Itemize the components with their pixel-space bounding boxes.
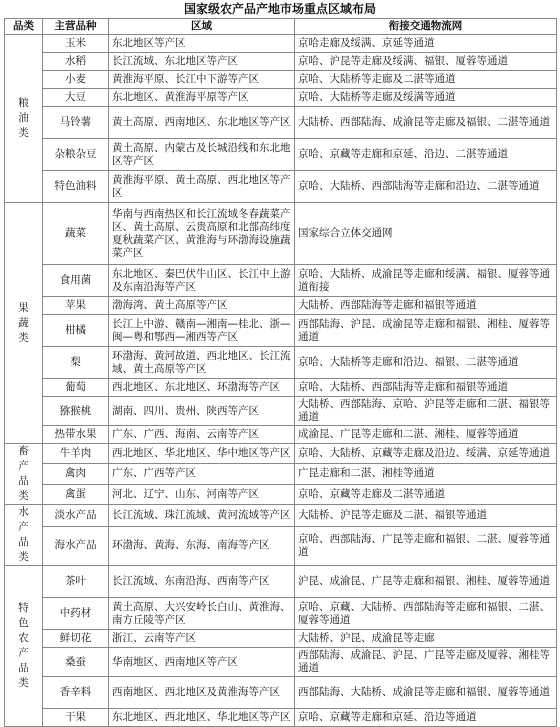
variety-cell: 鲜切花 — [43, 630, 109, 648]
region-cell: 长江上中游、赣南—湘南—桂北、浙—闽—粤和鄂西—湘西等产区 — [109, 315, 295, 347]
table-row — [5, 139, 557, 171]
network-cell: 京哈、京藏等走廊和京延、沿边、二湛等通道 — [295, 139, 557, 171]
variety-cell: 特色油料 — [43, 171, 109, 203]
network-cell: 大陆桥、西部陆海、成渝昆等走廊及福银、二湛等通道 — [295, 107, 557, 139]
region-cell: 湖南、四川、贵州、陕西等产区 — [109, 397, 295, 426]
network-cell: 京哈、京藏等走廊和京延、沿边等通道 — [295, 709, 557, 727]
variety-cell: 食用菌 — [43, 265, 109, 297]
table-row — [5, 444, 557, 464]
table-row — [5, 648, 557, 677]
region-cell: 华南与西南热区和长江流域冬春蔬菜产区、黄土高原、云贵高原和北部高纬度夏秋蔬菜产区、黄淮海与环渤海设施蔬菜产区 — [109, 203, 295, 265]
variety-cell: 中药材 — [43, 598, 109, 630]
region-cell: 黄淮海平原、黄土高原、西北地区等产区 — [109, 171, 295, 203]
table-row — [5, 630, 557, 648]
category-cell — [5, 35, 43, 203]
network-cell: 成渝昆、广昆等走廊和二湛、湘桂、厦蓉等通道 — [295, 426, 557, 444]
table-row — [5, 107, 557, 139]
network-cell: 京哈、大陆桥、西部陆海等走廊和福银等通道 — [295, 379, 557, 397]
network-cell: 沪昆、成渝昆、广昆等走廊和福银、湘桂、厦蓉等通道 — [295, 566, 557, 598]
variety-cell: 马铃薯 — [43, 107, 109, 139]
table-row — [5, 397, 557, 426]
region-cell: 西北地区、东北地区、环渤海等产区 — [109, 379, 295, 397]
variety-cell: 蔬菜 — [43, 203, 109, 265]
network-cell: 京哈、大陆桥、西部陆海等走廊和沿边、二湛等通道 — [295, 171, 557, 203]
region-cell: 河北、辽宁、山东、河南等产区 — [109, 484, 295, 504]
header-category: 品类 — [5, 19, 43, 35]
variety-cell: 海水产品 — [43, 526, 109, 565]
table-row — [5, 347, 557, 379]
variety-cell: 梨 — [43, 347, 109, 379]
network-cell: 大陆桥、沪昆等走廊及二湛、福银等通道 — [295, 505, 557, 527]
header-region: 区域 — [109, 19, 295, 35]
table-row — [5, 297, 557, 315]
variety-cell: 杂粮杂豆 — [43, 139, 109, 171]
region-cell: 东北地区、西北地区、华北地区等产区 — [109, 709, 295, 727]
table-row — [5, 265, 557, 297]
category-cell — [5, 203, 43, 444]
variety-cell: 葡萄 — [43, 379, 109, 397]
region-cell: 黄土高原、内蒙古及长城沿线和东北地区等产区 — [109, 139, 295, 171]
table-row — [5, 89, 557, 107]
region-cell: 西南地区、西北地区及黄淮海等产区 — [109, 677, 295, 709]
region-cell: 浙江、云南等产区 — [109, 630, 295, 648]
category-label: 果蔬类 — [18, 301, 29, 344]
variety-cell: 苹果 — [43, 297, 109, 315]
variety-cell: 干果 — [43, 709, 109, 727]
region-cell: 广东、广西、海南、云南等产区 — [109, 426, 295, 444]
variety-cell: 牛羊肉 — [43, 444, 109, 464]
category-cell — [5, 505, 43, 566]
variety-cell: 茶叶 — [43, 566, 109, 598]
network-cell: 京哈、大陆桥、京藏等走廊及沿边、绥满、京延等通道 — [295, 444, 557, 464]
table-row — [5, 566, 557, 598]
table-row — [5, 526, 557, 565]
network-cell: 京哈、京藏等走廊及二湛等通道 — [295, 484, 557, 504]
region-cell: 东北地区等产区 — [109, 35, 295, 53]
table-row — [5, 171, 557, 203]
table-row — [5, 598, 557, 630]
category-cell — [5, 444, 43, 505]
network-cell: 国家综合立体交通网 — [295, 203, 557, 265]
header-row — [5, 19, 557, 35]
table-row — [5, 203, 557, 265]
variety-cell: 禽肉 — [43, 464, 109, 484]
network-cell: 京哈、沪昆等走廊及绥满、福银、厦蓉等通道 — [295, 53, 557, 71]
network-cell: 大陆桥、沪昆、成渝昆等走廊 — [295, 630, 557, 648]
table-row — [5, 35, 557, 53]
table-row — [5, 315, 557, 347]
table-row — [5, 426, 557, 444]
variety-cell: 柑橘 — [43, 315, 109, 347]
network-cell: 京哈、京藏、大陆桥、西部陆海等走廊和福银、二湛、厦蓉等通道 — [295, 598, 557, 630]
network-cell: 京哈、大陆桥等走廊及绥满等通道 — [295, 89, 557, 107]
table-row — [5, 484, 557, 504]
region-cell: 渤海湾、黄土高原等产区 — [109, 297, 295, 315]
network-cell: 西部陆海、沪昆、成渝昆等走廊和福银、湘桂、厦蓉等通道 — [295, 315, 557, 347]
network-cell: 大陆桥、西部陆海等走廊和福银等通道 — [295, 297, 557, 315]
category-label: 特色农产品类 — [18, 602, 29, 689]
region-cell: 环渤海、黄河故道、西北地区、长江流域、黄土高原等产区 — [109, 347, 295, 379]
table-row — [5, 505, 557, 527]
page-title: 国家级农产品产地市场重点区域布局 — [183, 2, 376, 16]
header-variety: 主营品种 — [43, 19, 109, 35]
region-cell: 黄淮海平原、长江中下游等产区 — [109, 71, 295, 89]
table-body — [5, 35, 557, 727]
region-cell: 长江流域、珠江流域、黄河流域等产区 — [109, 505, 295, 527]
table-row — [5, 709, 557, 727]
variety-cell: 淡水产品 — [43, 505, 109, 527]
table-row — [5, 379, 557, 397]
region-cell: 环渤海、黄海、东海、南海等产区 — [109, 526, 295, 565]
network-cell: 大陆桥、西部陆海、京哈、沪昆等走廊和二湛、福银等通道 — [295, 397, 557, 426]
network-cell: 京哈走廊及绥满、京延等通道 — [295, 35, 557, 53]
table-row — [5, 53, 557, 71]
region-cell: 东北地区、黄淮海平原等产区 — [109, 89, 295, 107]
variety-cell: 水稻 — [43, 53, 109, 71]
region-cell: 长江流域、东南沿海、西南等产区 — [109, 566, 295, 598]
variety-cell: 玉米 — [43, 35, 109, 53]
network-cell: 京哈、西部陆海、广昆等走廊和福银、二湛、厦蓉等通道 — [295, 526, 557, 565]
region-cell: 黄土高原、大兴安岭长白山、黄淮海、南方丘陵等产区 — [109, 598, 295, 630]
region-cell: 东北地区、秦巴伏牛山区、长江中上游及东南沿海等产区 — [109, 265, 295, 297]
table-row — [5, 464, 557, 484]
region-cell: 广东、广西等产区 — [109, 464, 295, 484]
table-row — [5, 71, 557, 89]
variety-cell: 热带水果 — [43, 426, 109, 444]
category-cell — [5, 566, 43, 727]
network-cell: 西部陆海、成渝昆、沪昆、广昆等走廊及厦蓉、湘桂等通道 — [295, 648, 557, 677]
region-cell: 长江流域、东北地区等产区 — [109, 53, 295, 71]
network-cell: 京哈、大陆桥、成渝昆等走廊和绥满、福银、厦蓉等通道衔接 — [295, 265, 557, 297]
variety-cell: 桑蚕 — [43, 648, 109, 677]
category-label: 水产品类 — [18, 506, 29, 563]
category-label: 畜产品类 — [18, 445, 29, 502]
variety-cell: 猕猴桃 — [43, 397, 109, 426]
network-cell: 京哈、大陆桥等走廊及二湛等通道 — [295, 71, 557, 89]
variety-cell: 香辛料 — [43, 677, 109, 709]
region-cell: 黄土高原、西南地区、东北地区等产区 — [109, 107, 295, 139]
region-cell: 华南地区、西南地区等产区 — [109, 648, 295, 677]
header-network: 衔接交通物流网 — [295, 19, 557, 35]
table-row — [5, 677, 557, 709]
variety-cell: 小麦 — [43, 71, 109, 89]
network-cell: 西部陆海、大陆桥、成渝昆等走廊和福银、厦蓉等通道 — [295, 677, 557, 709]
category-label: 粮油类 — [18, 97, 29, 139]
network-cell: 京哈、大陆桥等走廊和沿边、福银、二湛等通道 — [295, 347, 557, 379]
network-cell: 广昆走廊和二湛、湘桂等通道 — [295, 464, 557, 484]
layout-table — [4, 18, 557, 727]
variety-cell: 大豆 — [43, 89, 109, 107]
variety-cell: 禽蛋 — [43, 484, 109, 504]
region-cell: 西北地区、华北地区、华中地区等产区 — [109, 444, 295, 464]
